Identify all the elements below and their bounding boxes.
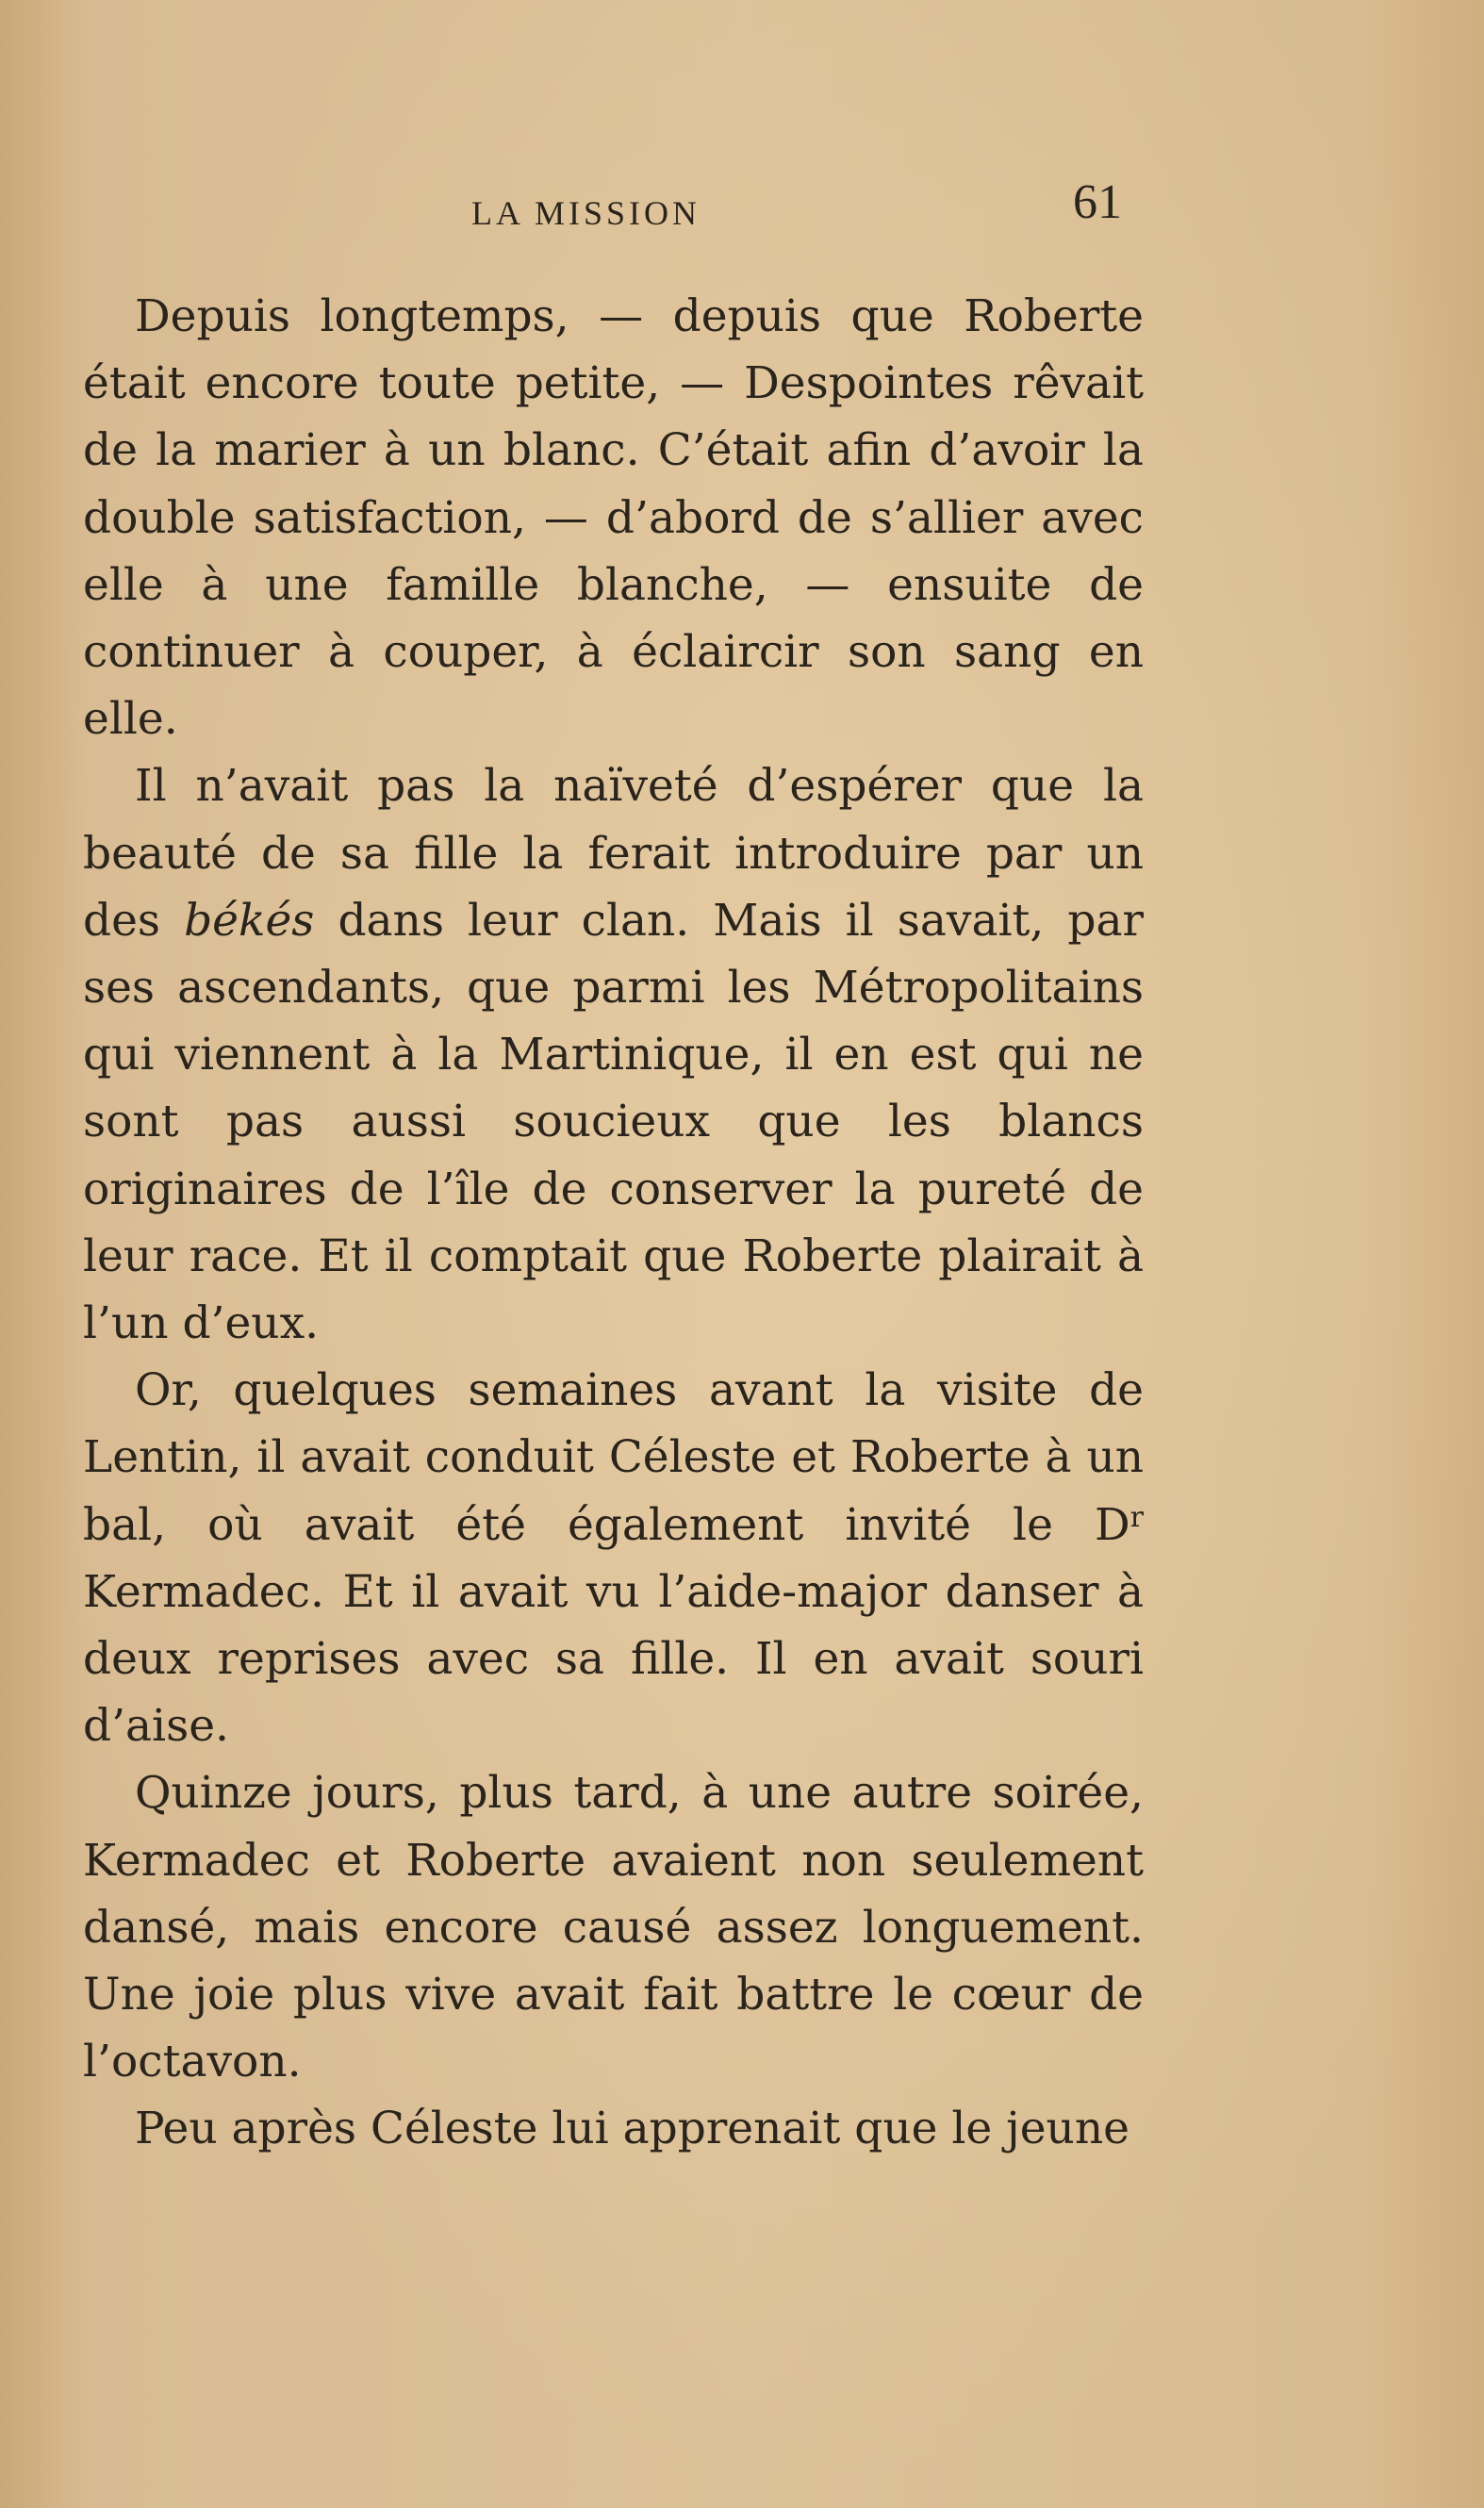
paragraph-3-part-1: Or, quelques semaines avant la visite de Lentin, il avait conduit Céleste et Roberte à un bal, où avait été également invité le D [83, 1364, 1144, 1551]
superscript-r: r [1129, 1500, 1144, 1534]
page-number: 61 [1073, 175, 1122, 229]
body-text [83, 283, 1144, 2163]
paragraph-2 [83, 752, 1144, 1357]
paragraph-2-part-1: Il n’avait pas la naïveté d’espérer que la beauté de sa fille la ferait introduire par un des [83, 760, 1144, 947]
paragraph-5: Peu après Céleste lui apprenait que le jeune [135, 2103, 1129, 2155]
paragraph-4: Quinze jours, plus tard, à une autre soirée, Kermadec et Roberte avaient non seulement dansé, mais encore causé assez longuement. Une joie plus vive avait fait battre le cœur de l’octavon. [83, 1767, 1144, 2088]
page-header [0, 174, 1484, 250]
paragraph-3 [83, 1357, 1144, 1759]
running-title: LA MISSION [471, 194, 701, 232]
italic-word-bekes: békés [184, 894, 315, 947]
paragraph-2-part-2: dans leur clan. Mais il savait, par ses ascendants, que parmi les Métropolitains qui viennent à la Martinique, il en est qui ne sont pas aussi soucieux que les blancs originaires de l’île de conserver la pureté de leur race. Et il comptait que Roberte plairait à l’un d’eux. [83, 894, 1144, 1350]
paragraph-1: Depuis longtemps, — depuis que Roberte était encore toute petite, — Despointes rêvait de la marier à un blanc. C’était afin d’avoir la double satisfaction, — d’abord de s’allier avec elle à une famille blanche, — ensuite de continuer à couper, à éclaircir son sang en elle. [83, 290, 1144, 746]
paragraph-3-part-2: Kermadec. Et il avait vu l’aide-major danser à deux reprises avec sa fille. Il en avait souri d’aise. [83, 1565, 1144, 1753]
